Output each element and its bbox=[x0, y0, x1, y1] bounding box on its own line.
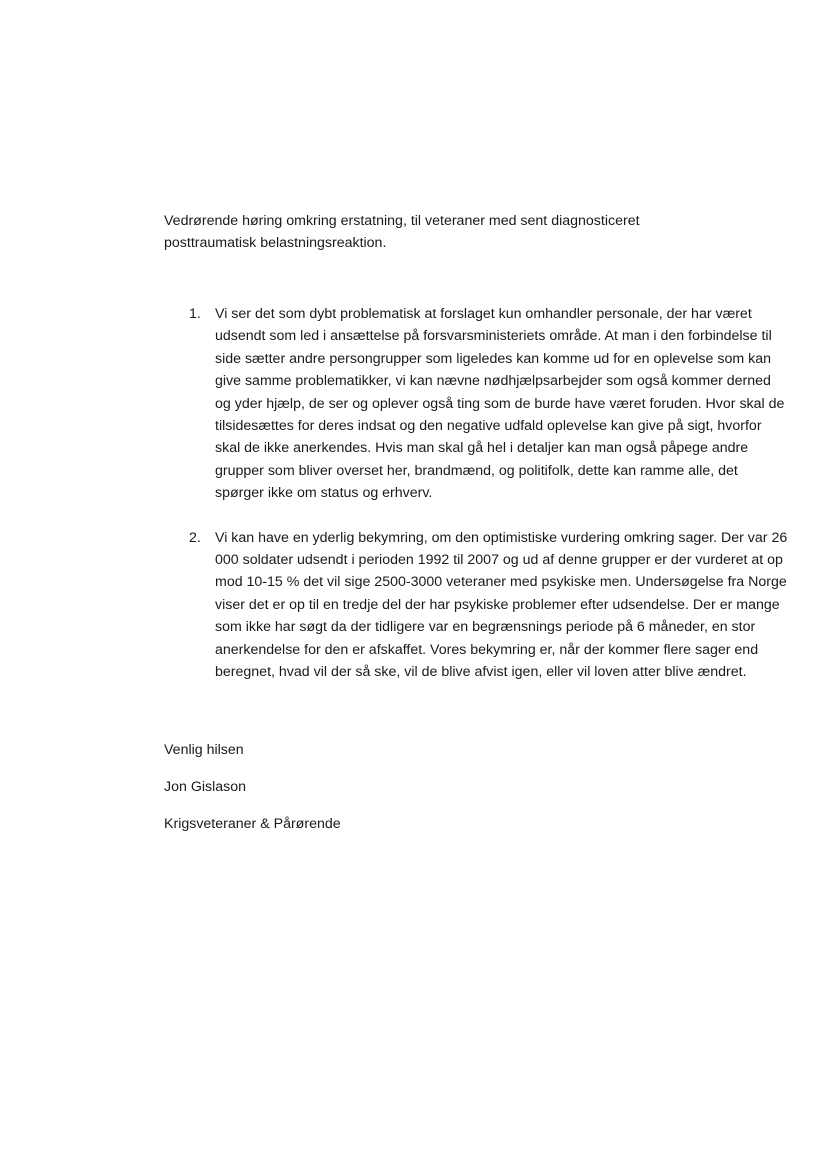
list-item bbox=[164, 303, 789, 505]
subject-line-1: Vedrørende høring omkring erstatning, til veteraner med sent diagnosticeret bbox=[164, 213, 640, 229]
list-item-text: Vi ser det som dybt problematisk at forslaget kun omhandler personale, der har været udsendt som led i ansættelse på forsvarsministeriets område. At man i den forbindelse til side sætter andre persongrupper som ligeledes kan komme ud for en oplevelse som kan give samme problematikker, vi kan nævne nødhjælpsarbejder som også kommer derned og yder hjælp, de ser og oplever også ting som de burde have været foruden. Hvor skal de tilsidesættes for deres indsat og den negative udfald oplevelse kan give på sigt, hvorfor skal de ikke anerkendes. Hvis man skal gå hel i detaljer kan man også påpege andre grupper som bliver overset her, brandmænd, og politifolk, dette kan ramme alle, det spørger ikke om status og erhverv. bbox=[215, 306, 785, 502]
list-item bbox=[164, 527, 789, 684]
subject-block bbox=[164, 210, 724, 254]
subject-line-2: posttraumatisk belastningsreaktion. bbox=[164, 235, 387, 251]
signer-name: Jon Gislason bbox=[164, 779, 247, 795]
signer-organization: Krigsveteraner & Pårørende bbox=[164, 816, 341, 832]
closing-greeting: Venlig hilsen bbox=[164, 742, 244, 758]
closing-block bbox=[164, 739, 564, 850]
numbered-list bbox=[164, 303, 789, 684]
list-item-number: 1. bbox=[189, 306, 201, 322]
list-item-text: Vi kan have en yderlig bekymring, om den optimistiske vurdering omkring sager. Der var 26 000 soldater udsendt i perioden 1992 til 2007 og ud af denne grupper er der vurderet at op mod 10-15 % det vil sige 2500-3000 veteraner med psykiske men. Undersøgelse fra Norge viser det er op til en tredje del der har psykiske problemer efter udsendelse. Der er mange som ikke har søgt da der tidligere var en begrænsnings periode på 6 måneder, en stor anerkendelse for den er afskaffet. Vores bekymring er, når der kommer flere sager end beregnet, hvad vil der så ske, vil de blive afvist igen, eller vil loven atter blive ændret. bbox=[215, 529, 788, 681]
list-item-number: 2. bbox=[189, 529, 201, 546]
